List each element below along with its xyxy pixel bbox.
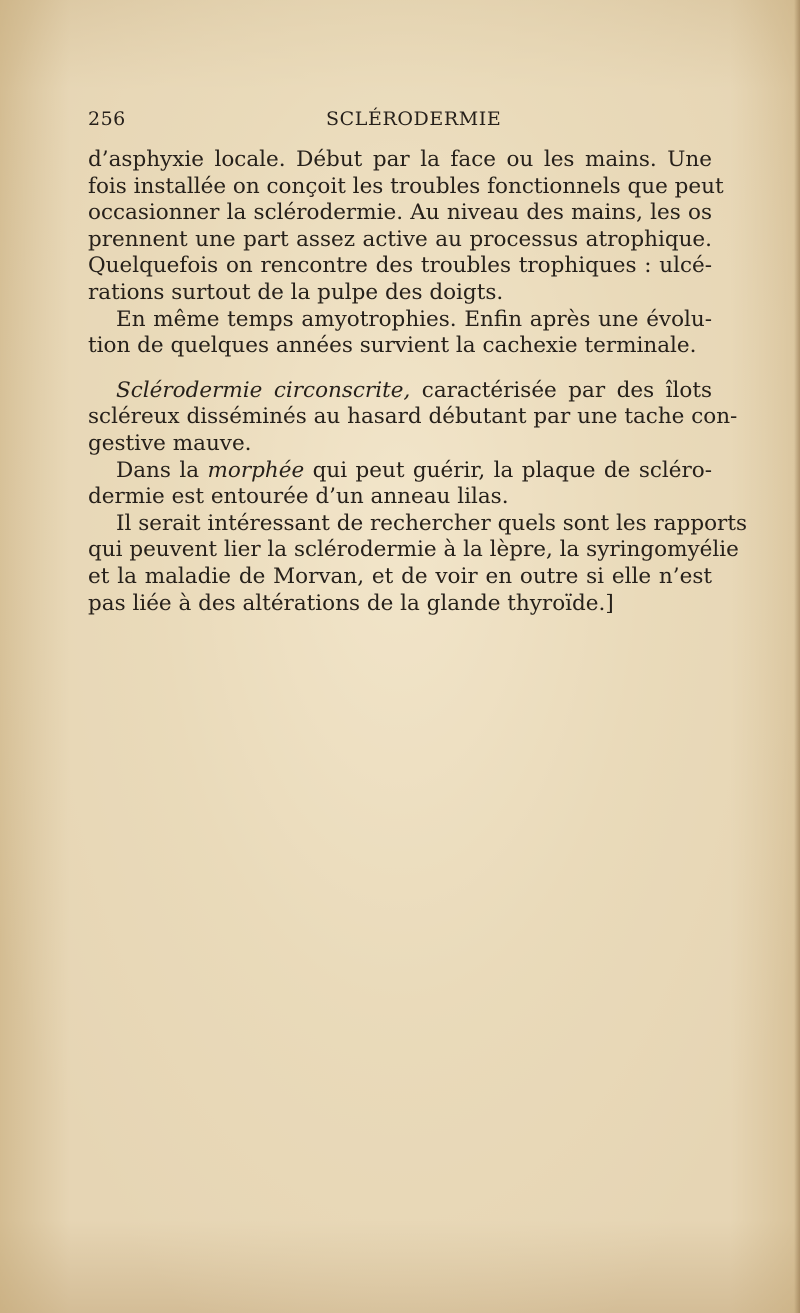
- italic-term: Sclérodermie circonscrite,: [116, 377, 411, 403]
- text-line: qui peuvent lier la sclérodermie à la lèpre, la syringomyélie: [88, 537, 739, 563]
- text-run: Dans la: [116, 457, 208, 483]
- paragraph-circumscribed: [88, 377, 738, 458]
- text-line: occasionner la sclérodermie. Au niveau des mains, les os: [88, 200, 712, 226]
- body-text: [88, 147, 747, 617]
- text-line: et la maladie de Morvan, et de voir en outre si elle n’est: [88, 563, 712, 589]
- text-line: tion de quelques années survient la cachexie terminale.: [88, 333, 697, 359]
- text-line: Quelquefois on rencontre des troubles trophiques : ulcé-: [88, 253, 712, 279]
- text-run: qui peut guérir, la plaque de scléro-: [304, 457, 712, 483]
- text-line: [88, 458, 712, 485]
- text-line: dermie est entourée d’un anneau lilas.: [88, 484, 509, 510]
- paragraph-spacer: [88, 360, 712, 378]
- page-number: 256: [88, 108, 126, 130]
- text-line: d’asphyxie locale. Début par la face ou les mains. Une: [88, 147, 712, 172]
- running-title: SCLÉRODERMIE: [326, 108, 502, 130]
- paragraph-morphea: [88, 458, 712, 511]
- paragraph-relations: [88, 510, 747, 617]
- paragraph-symptoms: [88, 147, 724, 307]
- text-line: gestive mauve.: [88, 430, 252, 456]
- text-line: prennent une part assez active au processus atrophique.: [88, 226, 712, 252]
- paragraph-evolution: [88, 307, 712, 360]
- text-line: [88, 378, 712, 405]
- text-run: caractérisée par des îlots: [410, 377, 712, 403]
- text-line: rations surtout de la pulpe des doigts.: [88, 279, 504, 305]
- text-line: fois installée on conçoit les troubles fonctionnels que peut: [88, 173, 724, 199]
- text-line: scléreux disséminés au hasard débutant par une tache con-: [88, 404, 738, 430]
- text-line: En même temps amyotrophies. Enfin après une évolu-: [116, 306, 712, 332]
- text-line: pas liée à des altérations de la glande thyroïde.]: [88, 590, 614, 616]
- text-line: Il serait intéressant de rechercher quels sont les rapports: [116, 510, 747, 536]
- italic-term: morphée: [207, 457, 305, 483]
- running-header: [88, 106, 712, 132]
- page-edge-shadow: [794, 0, 800, 1313]
